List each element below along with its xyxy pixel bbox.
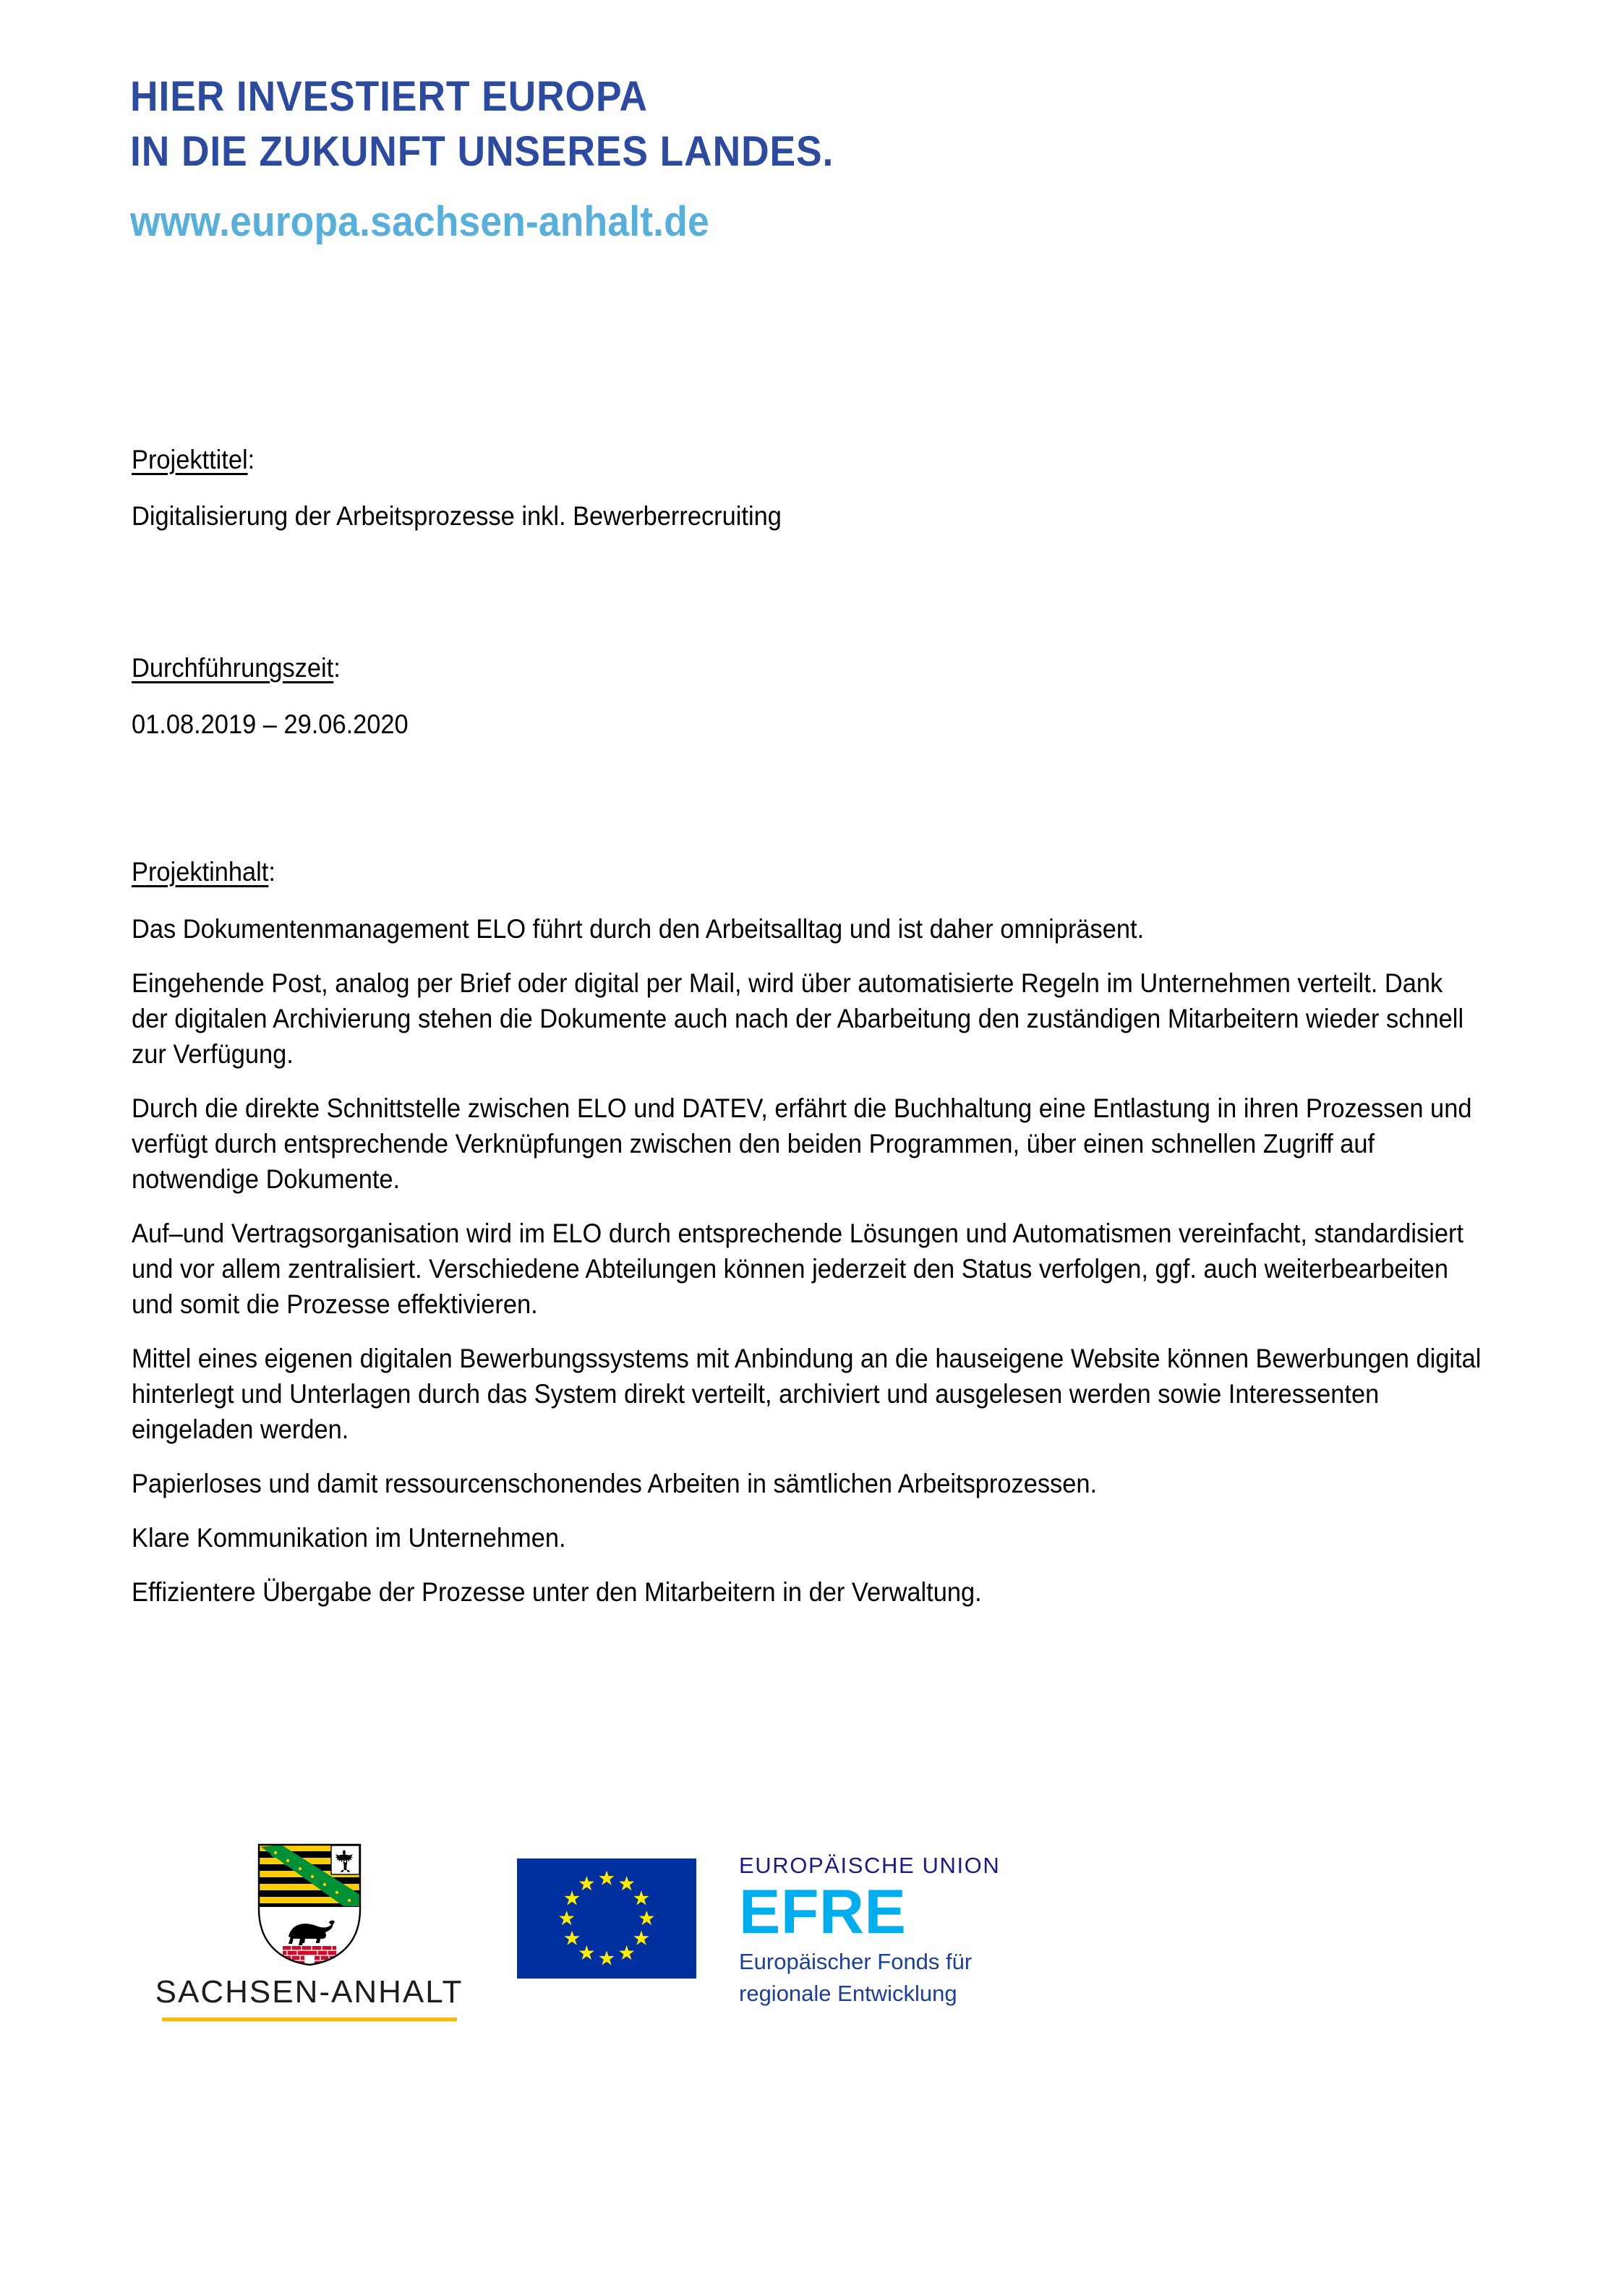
durchfuehrungszeit-label (132, 651, 1396, 686)
spacer-after-projekttitel (132, 534, 1491, 651)
sachsen-anhalt-wordmark: SACHSEN-ANHALT (155, 1974, 463, 2010)
eu-star-icon (564, 1931, 580, 1947)
eu-campaign-banner (130, 69, 1359, 250)
projekttitel-label-colon: : (247, 445, 255, 474)
footer-logo-row (0, 1837, 1624, 2047)
projektinhalt-label-colon: : (268, 857, 275, 887)
sachsen-anhalt-accent-rule (162, 2018, 457, 2021)
eu-star-icon (638, 1911, 654, 1926)
projektinhalt-paragraph: Auf–und Vertragsorganisation wird im ELO durch entsprechende Lösungen und Automatismen vereinfacht, standardisiert und vor allem zentralisiert. Verschiedene Abteilungen können jederzeit den Status verfolgen, ggf. auch weiterbearbeiten und somit die Prozesse effektivieren. (132, 1219, 1464, 1319)
projekttitel-label (132, 443, 1396, 477)
eu-star-icon (599, 1871, 615, 1887)
projektinhalt-label (132, 855, 1396, 889)
eu-star-icon (578, 1945, 594, 1961)
eu-star-icon (599, 1950, 615, 1966)
eu-star-icon (633, 1890, 649, 1906)
eu-star-icon (559, 1911, 575, 1926)
eu-star-icon (578, 1876, 594, 1892)
banner-headline-line-1: HIER INVESTIERT EUROPA (130, 73, 648, 120)
efre-subtitle-line-1: Europäischer Fonds für (739, 1949, 973, 1974)
eu-star-icon (633, 1931, 649, 1947)
document-body (132, 443, 1491, 1610)
durchfuehrungszeit-label-text: Durchführungszeit (132, 653, 334, 683)
section-durchfuehrungszeit (132, 651, 1491, 742)
efre-acronym: EFRE (739, 1877, 907, 1947)
sachsen-anhalt-logo (148, 1843, 470, 2021)
spacer-after-durchfuehrungszeit (132, 742, 1491, 855)
eu-star-icon (619, 1945, 635, 1961)
section-projekttitel (132, 443, 1491, 534)
durchfuehrungszeit-value: 01.08.2019 – 29.06.2020 (132, 709, 409, 739)
banner-headline-line-2: IN DIE ZUKUNFT UNSERES LANDES. (130, 128, 834, 175)
eu-star-icon (564, 1890, 580, 1906)
projekttitel-label-text: Projekttitel (132, 445, 248, 474)
efre-european-union-label: EUROPÄISCHE UNION (739, 1853, 1001, 1878)
section-projektinhalt (132, 855, 1491, 1610)
banner-website-url[interactable]: www.europa.sachsen-anhalt.de (130, 198, 709, 245)
projektinhalt-paragraph: Eingehende Post, analog per Brief oder digital per Mail, wird über automatisierte Regeln im Unternehmen verteilt. Dank der digitalen Archivierung stehen die Dokumente auch nach der Abarbeitung den zuständigen Mitarbeitern wieder schnell zur Verfügung. (132, 968, 1464, 1069)
efre-logo (739, 1853, 1115, 2007)
projektinhalt-paragraph: Das Dokumentenmanagement ELO führt durch den Arbeitsalltag und ist daher omnipräsent. (132, 914, 1145, 944)
projekttitel-value: Digitalisierung der Arbeitsprozesse inkl. Bewerberrecruiting (132, 501, 782, 531)
durchfuehrungszeit-label-colon: : (333, 653, 341, 683)
sachsen-anhalt-coat-of-arms-icon (257, 1843, 362, 1967)
eu-star-icon (619, 1876, 635, 1892)
efre-subtitle-line-2: regionale Entwicklung (739, 1981, 957, 2006)
projektinhalt-label-text: Projektinhalt (132, 857, 269, 887)
projektinhalt-paragraph: Effizientere Übergabe der Prozesse unter den Mitarbeitern in der Verwaltung. (132, 1577, 982, 1607)
projektinhalt-paragraph: Papierloses und damit ressourcenschonendes Arbeiten in sämtlichen Arbeitsprozessen. (132, 1469, 1098, 1498)
projektinhalt-paragraph: Mittel eines eigenen digitalen Bewerbungssystems mit Anbindung an die hauseigene Website können Bewerbungen digital hinterlegt und Unterlagen durch das System direkt verteilt, archiviert und ausgelesen werden sowie Interessenten eingeladen werden. (132, 1344, 1482, 1444)
sachsen-anhalt-crest-wrap (148, 1843, 470, 1967)
projektinhalt-paragraph: Durch die direkte Schnittstelle zwischen ELO und DATEV, erfährt die Buchhaltung eine Entlastung in ihren Prozessen und verfügt durch entsprechende Verknüpfungen zwischen den beiden Programmen, über einen schnellen Zugriff auf notwendige Dokumente. (132, 1093, 1472, 1194)
eu-flag-icon (517, 1858, 696, 1979)
eu-flag-logo (517, 1858, 696, 1979)
projektinhalt-paragraph: Klare Kommunikation im Unternehmen. (132, 1523, 566, 1553)
brick-wall-glyph (283, 1946, 336, 1967)
